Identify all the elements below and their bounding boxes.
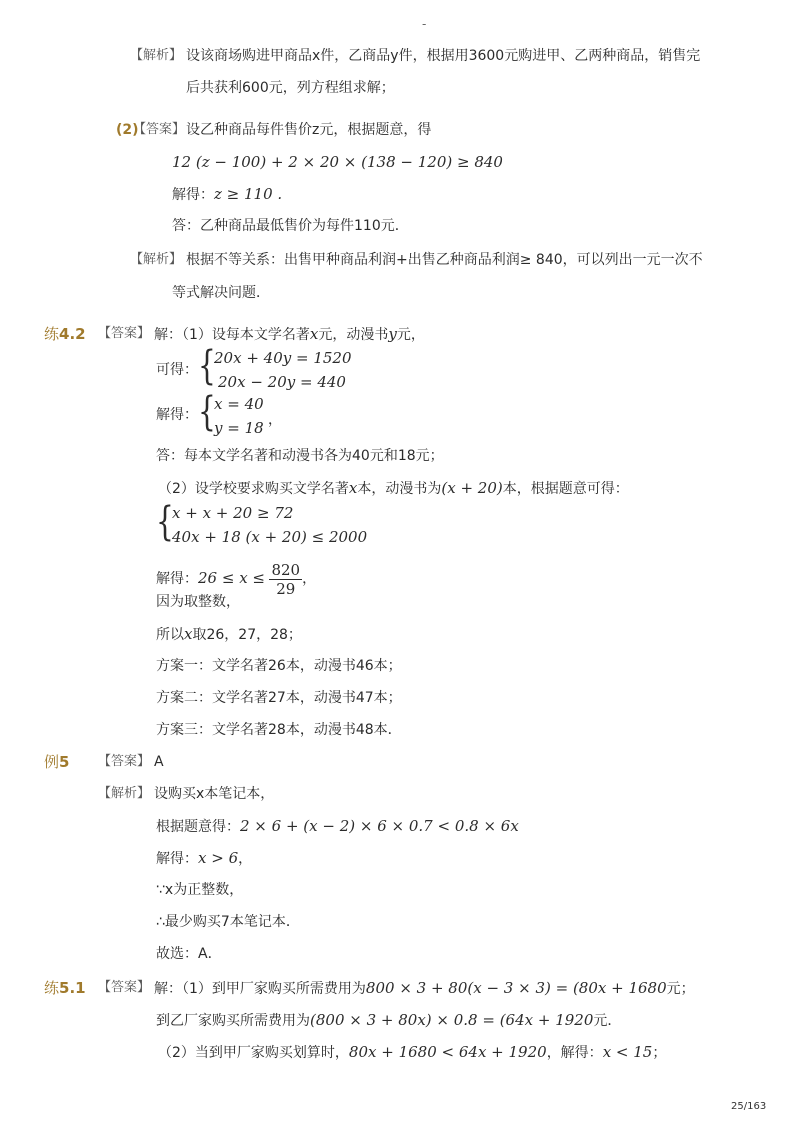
- answer-tag: 【答案】: [98, 754, 151, 769]
- solve-label: 解得：: [172, 187, 214, 203]
- jiexi-tag: 【解析】: [130, 48, 183, 63]
- lian42-part2: （2）设学校要求购买文学名著x本，动漫书为(x + 20)本，根据题意可得：: [158, 479, 629, 497]
- jiexi-line-1: 设该商场购进甲商品x件，乙商品y件，根据用3600元购进甲、乙两种商品，销售完: [186, 48, 701, 64]
- system1-eq2: 20x − 20y = 440: [218, 373, 346, 391]
- part2-line-1: 设乙种商品每件售价z元，根据题意，得: [186, 122, 432, 138]
- system2-eq1: x = 40: [214, 395, 264, 413]
- li5-line-5: ∴最少购买7本笔记本．: [156, 914, 300, 930]
- integer-line: 因为取整数，: [156, 594, 240, 610]
- part2-number: (2): [116, 122, 139, 138]
- problem-label-4-2: 练4.2: [44, 325, 86, 343]
- system3-eq1: x + x + 20 ≥ 72: [172, 504, 294, 522]
- li5-line-1: 设购买x本笔记本，: [154, 786, 275, 802]
- system2-eq2: y = 18: [214, 419, 264, 437]
- jiexi2-line-2: 等式解决问题．: [172, 285, 270, 301]
- plan-1: 方案一：文学名著26本，动漫书46本；: [156, 658, 402, 674]
- brace-1: {: [198, 343, 216, 389]
- system3-eq2: 40x + 18 (x + 20) ≤ 2000: [172, 528, 368, 546]
- fraction: $\frac{820}{29}$: [271, 560, 301, 598]
- problem-label-5: 例5: [44, 753, 70, 771]
- lian42-solve-2: 解得：26 ≤ x ≤ $\frac{820}{29}$ ，: [156, 560, 317, 598]
- brace-2: {: [198, 389, 216, 435]
- suoyi-line: 所以x取26，27，28；: [156, 625, 302, 643]
- jiexi2-tag: 【解析】: [130, 252, 183, 267]
- li5-line-4: ∵x为正整数，: [156, 882, 244, 898]
- lian51-line-3: （2）当到甲厂家购买划算时，80x + 1680 < 64x + 1920，解得：x < 15；: [158, 1043, 667, 1061]
- answer-tag: 【答案】: [98, 326, 151, 341]
- part2-solve: [172, 184, 282, 205]
- li5-line-6: 故选：A．: [156, 946, 222, 962]
- lian51-line-1: 解：（1）到甲厂家购买所需费用为800 × 3 + 80(x − 3 × 3) = (80x + 1680元；: [154, 979, 695, 997]
- kede-label: 可得：: [156, 362, 198, 378]
- jiede-label: 解得：: [156, 407, 198, 423]
- jiexi-line-2: 后共获利600元，列方程组求解；: [186, 80, 395, 96]
- li5-line-2: 根据题意得：2 × 6 + (x − 2) × 6 × 0.7 < 0.8 × 6x: [156, 817, 519, 835]
- answer-tag: 【答案】: [98, 980, 151, 995]
- jiexi-tag: 【解析】: [98, 786, 151, 801]
- lian42-line-1: 解：（1）设每本文学名著x元，动漫书y元，: [154, 325, 425, 343]
- brace-3: {: [156, 499, 174, 545]
- page-number: 25/163: [731, 1101, 767, 1112]
- plan-3: 方案三：文学名著28本，动漫书48本．: [156, 722, 402, 738]
- system1-eq1: 20x + 40y = 1520: [214, 349, 352, 367]
- plan-2: 方案二：文学名著27本，动漫书47本；: [156, 690, 402, 706]
- problem-label-5-1: 练5.1: [44, 979, 86, 997]
- answer-tag: 【答案】: [133, 122, 186, 137]
- part2-answer: 答：乙种商品最低售价为每件110元．: [172, 218, 409, 234]
- answer-value: A: [154, 754, 164, 770]
- header-mark: -: [422, 17, 427, 31]
- system2-comma: ，: [268, 412, 282, 428]
- part2-equation: 12 (z − 100) + 2 × 20 × (138 − 120) ≥ 840: [172, 153, 503, 171]
- solve-math: z ≥ 110 .: [214, 185, 283, 203]
- lian42-answer-1: 答：每本文学名著和动漫书各为40元和18元；: [156, 448, 444, 464]
- lian51-line-2: 到乙厂家购买所需费用为(800 × 3 + 80x) × 0.8 = (64x + 1920元．: [156, 1011, 622, 1029]
- jiexi2-line-1: 根据不等关系：出售甲种商品利润+出售乙种商品利润≥ 840，可以列出一元一次不: [186, 252, 703, 268]
- li5-line-3: 解得：x > 6，: [156, 849, 253, 867]
